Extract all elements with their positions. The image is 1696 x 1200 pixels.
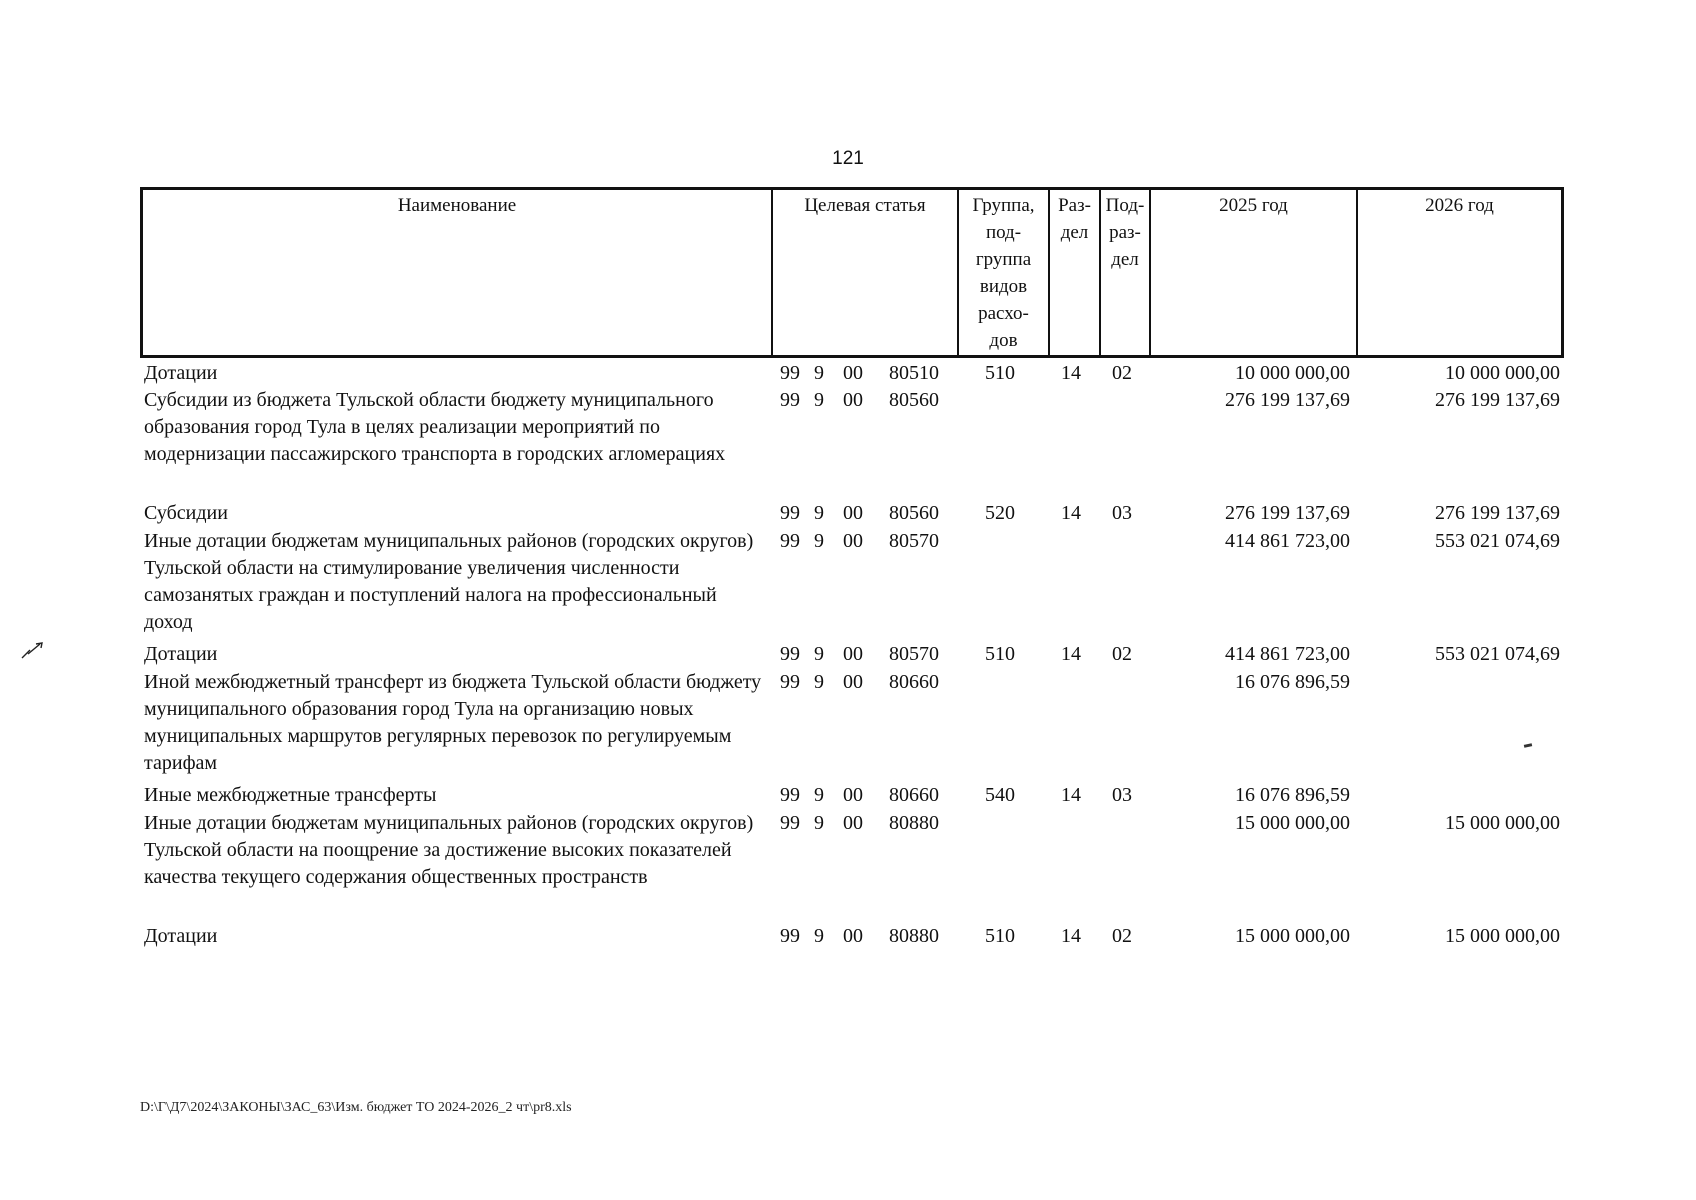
row-name: Субсидии из бюджета Тульской области бюджету муниципального образования город Тула в целях реализации мероприятий по модернизации пассажирского транспорта в городских агломерациях	[144, 389, 726, 465]
header-name-label: Наименование	[397, 195, 517, 216]
amount-2026: 553 021 074,69	[1435, 643, 1560, 665]
header-expense-group-line: дов	[989, 330, 1018, 351]
amount-2025: 15 000 000,00	[1235, 812, 1350, 834]
header-expense-group-line: Группа,	[972, 195, 1035, 216]
code-part: 00	[843, 530, 863, 552]
page-number: 121	[832, 148, 864, 169]
row-name: Субсидии	[144, 502, 228, 524]
amount-2025: 414 861 723,00	[1225, 530, 1350, 552]
code-part: 80510	[889, 362, 939, 384]
code-part: 00	[843, 389, 863, 411]
amount-2025: 414 861 723,00	[1225, 643, 1350, 665]
code-part: 9	[814, 389, 824, 411]
code-part: 9	[814, 925, 824, 947]
code-part: 9	[814, 784, 824, 806]
code-part: 00	[843, 925, 863, 947]
amount-2026: 276 199 137,69	[1435, 502, 1560, 524]
amount-2026: 553 021 074,69	[1435, 530, 1560, 552]
header-target-article	[771, 190, 957, 355]
section: 14	[1061, 502, 1081, 524]
amount-2025: 16 076 896,59	[1235, 784, 1350, 806]
code-part: 9	[814, 643, 824, 665]
header-year-2026-label: 2026 год	[1425, 195, 1494, 216]
header-subsection-line: дел	[1111, 249, 1139, 270]
code-part: 9	[814, 502, 824, 524]
table-header	[140, 187, 1564, 358]
header-subsection	[1099, 190, 1149, 355]
expense-group: 510	[985, 643, 1015, 665]
margin-pen-mark	[18, 636, 48, 666]
header-expense-group-line: под-	[985, 222, 1022, 243]
amount-2025: 16 076 896,59	[1235, 671, 1350, 693]
amount-2025: 10 000 000,00	[1235, 362, 1350, 384]
amount-2026: 10 000 000,00	[1445, 362, 1560, 384]
row-name: Иные межбюджетные трансферты	[144, 784, 437, 806]
amount-2025: 15 000 000,00	[1235, 925, 1350, 947]
amount-2026: 15 000 000,00	[1445, 925, 1560, 947]
header-year-2025-label: 2025 год	[1219, 195, 1288, 216]
expense-group: 510	[985, 925, 1015, 947]
code-part: 99	[780, 362, 800, 384]
header-expense-group-line: группа	[975, 249, 1032, 270]
section: 14	[1061, 784, 1081, 806]
subsection: 02	[1112, 362, 1132, 384]
header-year-2026	[1356, 190, 1561, 355]
expense-group: 520	[985, 502, 1015, 524]
row-name: Дотации	[144, 643, 218, 665]
amount-2025: 276 199 137,69	[1225, 502, 1350, 524]
code-part: 00	[843, 643, 863, 665]
header-name	[143, 190, 771, 355]
subsection: 03	[1112, 784, 1132, 806]
code-part: 9	[814, 362, 824, 384]
code-part: 99	[780, 502, 800, 524]
section: 14	[1061, 925, 1081, 947]
section: 14	[1061, 362, 1081, 384]
header-expense-group-line: видов	[979, 276, 1028, 297]
subsection: 02	[1112, 925, 1132, 947]
code-part: 00	[843, 502, 863, 524]
code-part: 99	[780, 671, 800, 693]
code-part: 00	[843, 784, 863, 806]
code-part: 9	[814, 530, 824, 552]
code-part: 00	[843, 362, 863, 384]
expense-group: 510	[985, 362, 1015, 384]
code-part: 99	[780, 389, 800, 411]
subsection: 02	[1112, 643, 1132, 665]
code-part: 9	[814, 812, 824, 834]
header-section-line: дел	[1060, 222, 1089, 243]
code-part: 00	[843, 812, 863, 834]
code-part: 80570	[889, 530, 939, 552]
code-part: 80660	[889, 671, 939, 693]
code-part: 99	[780, 812, 800, 834]
code-part: 99	[780, 925, 800, 947]
header-expense-group	[957, 190, 1048, 355]
header-target-article-label: Целевая статья	[804, 195, 926, 216]
row-name: Иные дотации бюджетам муниципальных районов (городских округов) Тульской области на стимулирование увеличения численности самозанятых граждан и поступлений налога на профессиональный доход	[144, 530, 754, 633]
footer-file-path: D:\Г\Д7\2024\ЗАКОНЫ\ЗАС_63\Изм. бюджет ТО 2024-2026_2 чт\pr8.xls	[140, 1100, 572, 1115]
code-part: 9	[814, 671, 824, 693]
row-name: Иной межбюджетный трансферт из бюджета Тульской области бюджету муниципального образования город Тула на организацию новых муниципальных маршрутов регулярных перевозок по регулируемым тарифам	[144, 671, 762, 774]
amount-2026: 15 000 000,00	[1445, 812, 1560, 834]
code-part: 80570	[889, 643, 939, 665]
header-year-2025	[1149, 190, 1356, 355]
amount-2026: 276 199 137,69	[1435, 389, 1560, 411]
amount-2025: 276 199 137,69	[1225, 389, 1350, 411]
code-part: 80560	[889, 502, 939, 524]
row-name: Иные дотации бюджетам муниципальных районов (городских округов) Тульской области на поощрение за достижение высоких показателей качества текущего содержания общественных пространств	[144, 812, 754, 888]
row-name: Дотации	[144, 362, 218, 384]
row-name: Дотации	[144, 925, 218, 947]
code-part: 99	[780, 530, 800, 552]
code-part: 80560	[889, 389, 939, 411]
code-part: 80880	[889, 925, 939, 947]
code-part: 99	[780, 784, 800, 806]
code-part: 80660	[889, 784, 939, 806]
code-part: 80880	[889, 812, 939, 834]
header-subsection-line: Под-	[1105, 195, 1145, 216]
header-section	[1048, 190, 1099, 355]
section: 14	[1061, 643, 1081, 665]
stray-mark	[1524, 743, 1532, 748]
header-section-line: Раз-	[1058, 195, 1091, 216]
expense-group: 540	[985, 784, 1015, 806]
code-part: 99	[780, 643, 800, 665]
header-subsection-line: раз-	[1109, 222, 1141, 243]
header-expense-group-line: расхо-	[978, 303, 1029, 324]
subsection: 03	[1112, 502, 1132, 524]
code-part: 00	[843, 671, 863, 693]
